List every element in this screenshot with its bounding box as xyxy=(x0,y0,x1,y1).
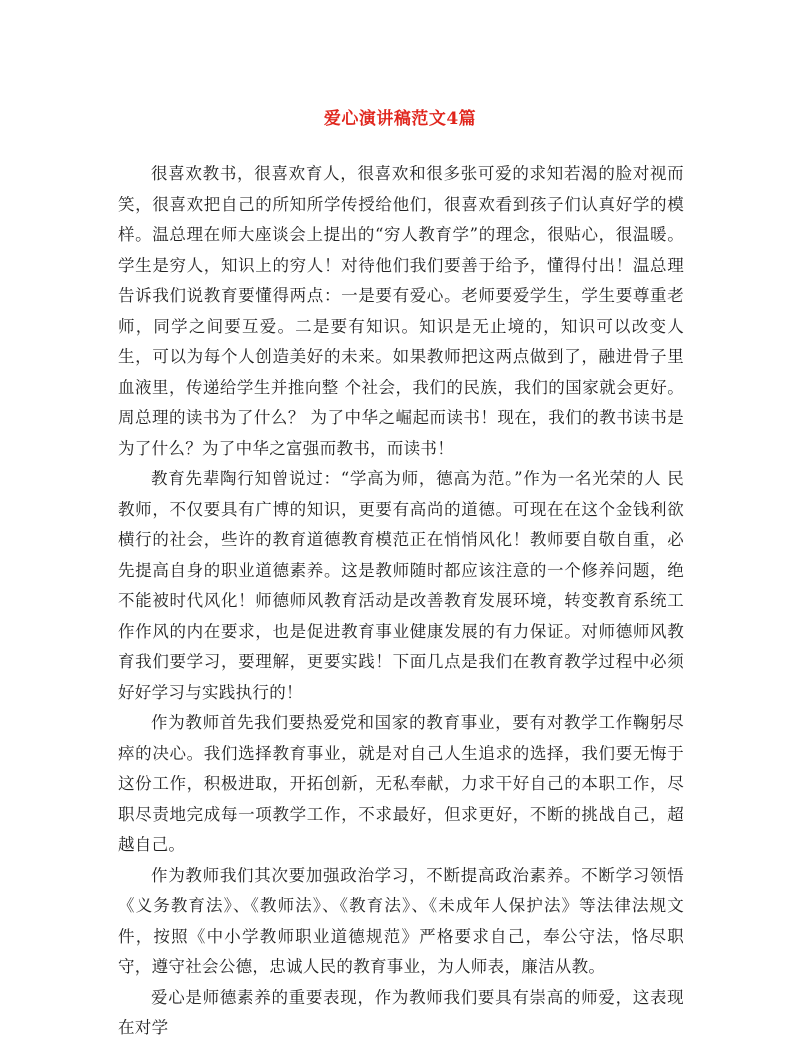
document-title: 爱心演讲稿范文4篇 xyxy=(323,109,477,129)
document-body xyxy=(118,159,684,1044)
paragraph-4: 作为教师我们其次要加强政治学习，不断提高政治素养。不断学习领悟《义务教育法》、《教师法》、《教育法》、《未成年人保护法》等法律法规文件，按照《中小学教师职业道德规范》严格要求自己，奉公守法，恪尽职守，遵守社会公德，忠诚人民的教育事业，为人师表，廉洁从教。 xyxy=(118,865,684,976)
paragraph-2: 教育先辈陶行知曾说过：“学高为师，德高为范。”作为一名光荣的人 民教师，不仅要具有广博的知识，更要有高尚的道德。可现在在这个金钱利欲横行的社会，些许的教育道德教育模范正在悄悄风化！教师要自敬自重，必先提高自身的职业道德素养。这是教师随时都应该注意的一个修养问题，绝不能被时代风化！师德师风教育活动是改善教育发展环境，转变教育系统工作作风的内在要求，也是促进教育事业健康发展的有力保证。对师德师风教育我们要学习，要理解，更要实践！下面几点是我们在教育教学过程中必须好好学习与实践执行的！ xyxy=(118,469,684,702)
paragraph-3: 作为教师首先我们要热爱党和国家的教育事业，要有对教学工作鞠躬尽瘁的决心。我们选择教育事业，就是对自己人生追求的选择，我们要无悔于这份工作，积极进取，开拓创新，无私奉献，力求干好自己的本职工作，尽职尽责地完成每一项教学工作，不求最好，但求更好，不断的挑战自己，超越自己。 xyxy=(118,713,684,854)
paragraph-1: 很喜欢教书，很喜欢育人，很喜欢和很多张可爱的求知若渴的脸对视而笑，很喜欢把自己的所知所学传授给他们，很喜欢看到孩子们认真好学的模样。温总理在师大座谈会上提出的“穷人教育学”的理念，很贴心，很温暖。学生是穷人，知识上的穷人！对待他们我们要善于给予，懂得付出！温总理告诉我们说教育要懂得两点：一是要有爱心。老师要爱学生，学生要尊重老师，同学之间要互爱。二是要有知识。知识是无止境的，知识可以改变人生，可以为每个人创造美好的未来。如果教师把这两点做到了，融进骨子里血液里，传递给学生并推向整 个社会，我们的民族，我们的国家就会更好。周总理的读书为了什么？ 为了中华之崛起而读书！现在，我们的教书读书是为了什么？为了中华之富强而教书，而读书！ xyxy=(118,164,684,458)
paragraph-5: 爱心是师德素养的重要表现，作为教师我们要具有崇高的师爱，这表现在对学 xyxy=(118,987,684,1037)
